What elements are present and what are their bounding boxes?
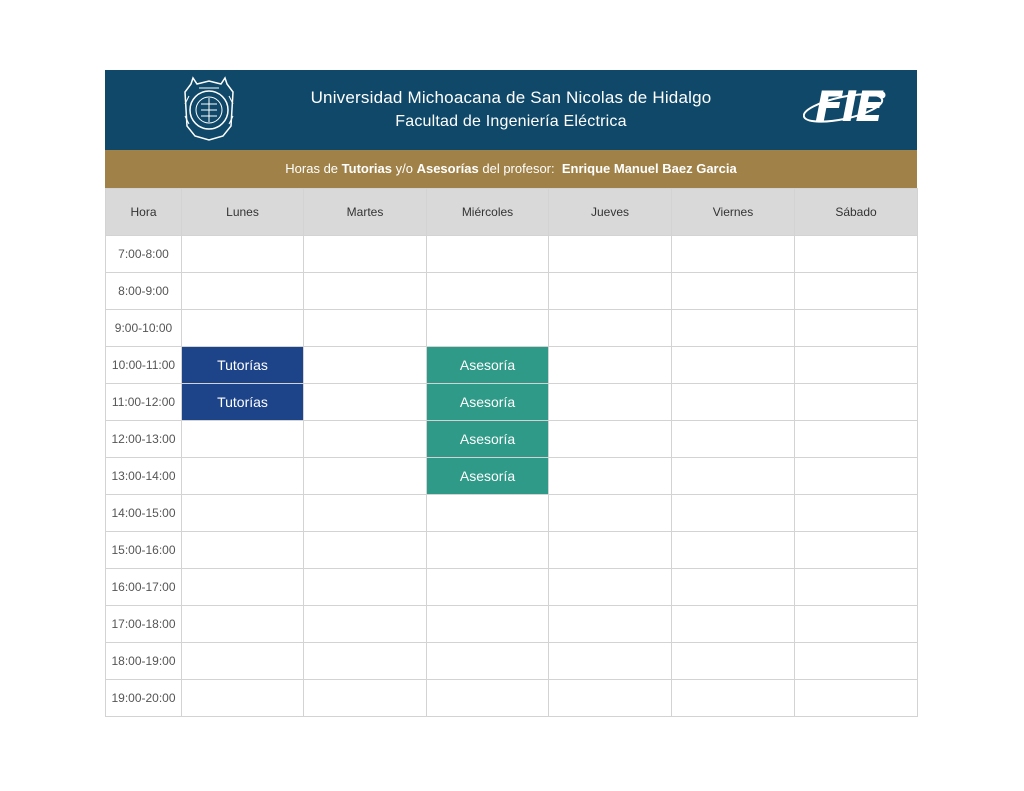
empty-slot	[427, 643, 549, 680]
empty-slot	[549, 236, 672, 273]
empty-slot	[795, 236, 918, 273]
empty-slot	[795, 643, 918, 680]
column-header-day: Lunes	[182, 189, 304, 236]
hour-cell: 18:00-19:00	[106, 643, 182, 680]
empty-slot	[672, 495, 795, 532]
table-header-row	[106, 189, 918, 236]
tutoria-slot: Tutorías	[182, 384, 304, 421]
empty-slot	[672, 680, 795, 717]
empty-slot	[304, 532, 427, 569]
empty-slot	[549, 680, 672, 717]
empty-slot	[672, 273, 795, 310]
empty-slot	[549, 347, 672, 384]
table-row	[106, 236, 918, 273]
table-row	[106, 273, 918, 310]
empty-slot	[549, 569, 672, 606]
empty-slot	[549, 606, 672, 643]
empty-slot	[427, 680, 549, 717]
empty-slot	[795, 347, 918, 384]
schedule-sheet	[105, 70, 917, 717]
empty-slot	[182, 310, 304, 347]
empty-slot	[549, 532, 672, 569]
empty-slot	[304, 495, 427, 532]
hour-cell: 11:00-12:00	[106, 384, 182, 421]
empty-slot	[672, 458, 795, 495]
asesoria-slot: Asesoría	[427, 347, 549, 384]
hour-cell: 17:00-18:00	[106, 606, 182, 643]
empty-slot	[795, 273, 918, 310]
table-row	[106, 384, 918, 421]
professor-name: Enrique Manuel Baez Garcia	[561, 161, 737, 176]
university-name: Universidad Michoacana de San Nicolas de Hidalgo	[310, 88, 712, 107]
empty-slot	[304, 236, 427, 273]
empty-slot	[304, 458, 427, 495]
table-row	[106, 495, 918, 532]
empty-slot	[795, 384, 918, 421]
empty-slot	[182, 680, 304, 717]
column-header-day: Viernes	[672, 189, 795, 236]
empty-slot	[672, 569, 795, 606]
column-header-day: Jueves	[549, 189, 672, 236]
empty-slot	[549, 310, 672, 347]
table-row	[106, 680, 918, 717]
empty-slot	[795, 310, 918, 347]
empty-slot	[427, 606, 549, 643]
hour-cell: 8:00-9:00	[106, 273, 182, 310]
hour-cell: 10:00-11:00	[106, 347, 182, 384]
table-row	[106, 569, 918, 606]
asesoria-slot: Asesoría	[427, 421, 549, 458]
empty-slot	[182, 236, 304, 273]
empty-slot	[795, 421, 918, 458]
hour-cell: 9:00-10:00	[106, 310, 182, 347]
empty-slot	[182, 569, 304, 606]
hour-cell: 19:00-20:00	[106, 680, 182, 717]
empty-slot	[795, 532, 918, 569]
hour-cell: 13:00-14:00	[106, 458, 182, 495]
banner-asesorias: Asesorías	[416, 161, 479, 176]
empty-slot	[549, 421, 672, 458]
table-row	[106, 421, 918, 458]
hour-cell: 12:00-13:00	[106, 421, 182, 458]
column-header-day: Sábado	[795, 189, 918, 236]
empty-slot	[549, 458, 672, 495]
column-header-day: Miércoles	[427, 189, 549, 236]
table-row	[106, 310, 918, 347]
column-header-day: Martes	[304, 189, 427, 236]
empty-slot	[795, 606, 918, 643]
professor-banner	[105, 150, 917, 188]
empty-slot	[427, 273, 549, 310]
empty-slot	[304, 384, 427, 421]
empty-slot	[182, 421, 304, 458]
empty-slot	[549, 273, 672, 310]
empty-slot	[304, 569, 427, 606]
header-titles	[105, 86, 917, 134]
asesoria-slot: Asesoría	[427, 458, 549, 495]
table-row	[106, 532, 918, 569]
empty-slot	[672, 310, 795, 347]
empty-slot	[672, 643, 795, 680]
faculty-name: Facultad de Ingeniería Eléctrica	[395, 113, 627, 130]
hour-cell: 15:00-16:00	[106, 532, 182, 569]
hour-cell: 16:00-17:00	[106, 569, 182, 606]
fie-logo-icon	[803, 81, 887, 133]
banner-del-profesor: del profesor:	[482, 161, 555, 176]
empty-slot	[795, 680, 918, 717]
empty-slot	[182, 495, 304, 532]
column-header-hora: Hora	[106, 189, 182, 236]
hour-cell: 14:00-15:00	[106, 495, 182, 532]
empty-slot	[182, 532, 304, 569]
empty-slot	[549, 384, 672, 421]
fie-logo-text: FIE	[815, 82, 883, 131]
empty-slot	[182, 606, 304, 643]
schedule-table	[105, 188, 918, 717]
empty-slot	[672, 421, 795, 458]
empty-slot	[182, 643, 304, 680]
empty-slot	[549, 643, 672, 680]
table-row	[106, 606, 918, 643]
asesoria-slot: Asesoría	[427, 384, 549, 421]
empty-slot	[795, 458, 918, 495]
empty-slot	[672, 384, 795, 421]
empty-slot	[304, 606, 427, 643]
empty-slot	[672, 606, 795, 643]
empty-slot	[304, 421, 427, 458]
banner-yo: y/o	[395, 161, 413, 176]
empty-slot	[182, 458, 304, 495]
empty-slot	[672, 347, 795, 384]
table-row	[106, 347, 918, 384]
empty-slot	[672, 532, 795, 569]
empty-slot	[304, 310, 427, 347]
empty-slot	[427, 495, 549, 532]
table-row	[106, 458, 918, 495]
empty-slot	[182, 273, 304, 310]
empty-slot	[549, 495, 672, 532]
empty-slot	[304, 643, 427, 680]
hour-cell: 7:00-8:00	[106, 236, 182, 273]
empty-slot	[304, 347, 427, 384]
empty-slot	[304, 273, 427, 310]
tutoria-slot: Tutorías	[182, 347, 304, 384]
empty-slot	[427, 310, 549, 347]
banner-prefix: Horas de	[285, 161, 339, 176]
empty-slot	[427, 236, 549, 273]
table-body	[106, 236, 918, 717]
table-row	[106, 643, 918, 680]
empty-slot	[795, 569, 918, 606]
empty-slot	[427, 532, 549, 569]
empty-slot	[795, 495, 918, 532]
empty-slot	[672, 236, 795, 273]
empty-slot	[427, 569, 549, 606]
header-banner	[105, 70, 917, 150]
banner-tutorias: Tutorias	[341, 161, 392, 176]
empty-slot	[304, 680, 427, 717]
